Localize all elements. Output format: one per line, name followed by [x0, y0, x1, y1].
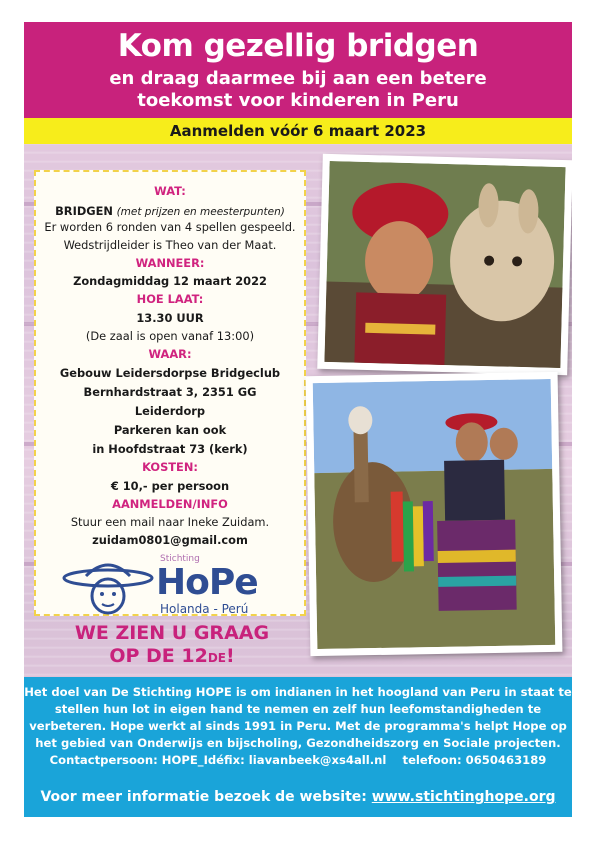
about-box: [24, 677, 572, 817]
flyer: [24, 22, 572, 817]
aanmelden-line-1: Stuur een mail naar Ineke Zuidam.: [70, 515, 270, 529]
header-banner: [24, 22, 572, 118]
website-prefix: Voor meer informatie bezoek de website:: [40, 789, 372, 805]
waar-line-1: Gebouw Leidersdorpse Bridgeclub: [59, 366, 281, 380]
logo-stichting: Stichting: [160, 554, 200, 564]
about-line-3: verbeteren. Hope werkt al sinds 1991 in Peru. Met de programma's helpt Hope op: [29, 719, 567, 733]
waar-line-3: Leiderdorp: [134, 404, 206, 418]
subtitle-line-1: en draag daarmee bij aan een betere: [109, 68, 487, 89]
slogan-line-2: OP DE 12DE!: [109, 645, 235, 667]
waar-line-2: Bernhardstraat 3, 2351 GG: [83, 385, 257, 399]
waar-line-4: Parkeren kan ook: [113, 423, 227, 437]
wat-note: (met prijzen en meesterpunten): [116, 206, 285, 218]
waar-line-5: in Hoofdstraat 73 (kerk): [92, 442, 248, 456]
about-line-4: het gebied van Onderwijs en bijscholing, Gezondheidszorg en Sociale projecten.: [35, 736, 561, 750]
wanneer-value: Zondagmiddag 12 maart 2022: [73, 274, 267, 288]
about-contact-line: Contactpersoon: HOPE_Idéfix: liavanbeek@xs4all.nl telefoon: 0650463189: [49, 753, 547, 767]
page-title: Kom gezellig bridgen: [117, 28, 479, 64]
website-link[interactable]: www.stichtinghope.org: [371, 789, 556, 805]
wat-line-2: Wedstrijdleider is Theo van der Maat.: [63, 238, 277, 252]
kosten-label: KOSTEN:: [142, 460, 198, 474]
subtitle-line-2: toekomst voor kinderen in Peru: [137, 90, 459, 111]
photo-woman-with-llama: [306, 372, 563, 656]
logo-name: HoPe: [156, 562, 258, 603]
slogan: [42, 622, 302, 670]
about-line-1: Het doel van De Stichting HOPE is om indianen in het hoogland van Peru in staat te: [24, 685, 572, 699]
wat-label: WAT:: [154, 184, 186, 198]
deadline-banner: Aanmelden vóór 6 maart 2023: [24, 118, 572, 144]
hat-face-icon: [60, 552, 156, 618]
website-line: [24, 789, 572, 805]
waar-label: WAAR:: [148, 347, 192, 361]
wanneer-label: WANNEER:: [135, 256, 205, 270]
wat-title-line: [36, 204, 304, 219]
wat-title: BRIDGEN: [55, 204, 113, 218]
aanmelden-label: AANMELDEN/INFO: [112, 497, 228, 511]
email-link[interactable]: zuidam0801@gmail.com: [92, 533, 248, 547]
wat-line-1: Er worden 6 ronden van 4 spellen gespeeld.: [44, 220, 296, 234]
hoelaat-label: HOE LAAT:: [136, 292, 204, 306]
hoelaat-note: (De zaal is open vanaf 13:00): [85, 329, 255, 343]
hoelaat-value: 13.30 UUR: [136, 311, 204, 325]
event-info-box: [34, 170, 306, 616]
logo-subtitle: Holanda - Perú: [160, 602, 249, 616]
photo-girl-with-alpaca: [317, 154, 572, 375]
hope-logo: [60, 552, 270, 622]
about-line-2: stellen hun lot in eigen hand te nemen en zelf hun leefomstandigheden te: [54, 702, 542, 716]
slogan-line-1: WE ZIEN U GRAAG: [74, 622, 270, 644]
kosten-value: € 10,- per persoon: [110, 479, 230, 493]
